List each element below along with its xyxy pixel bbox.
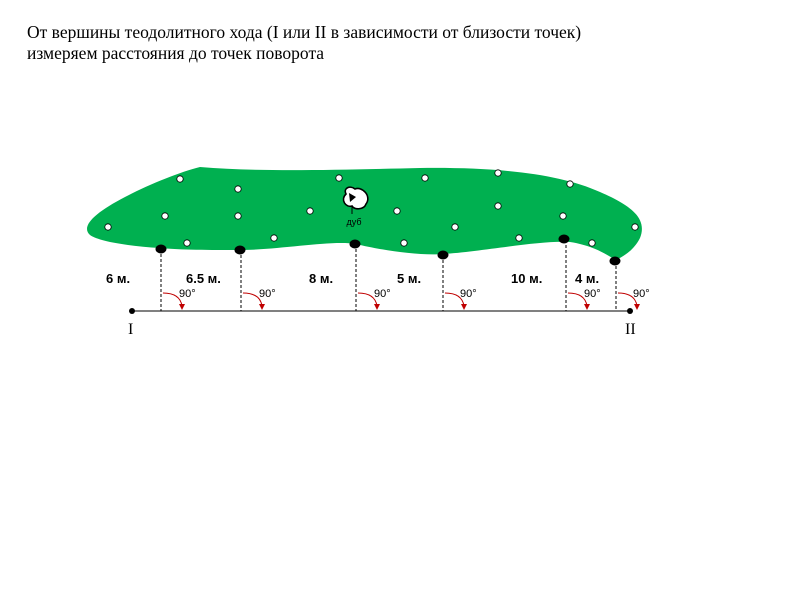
oak-label: дуб	[346, 217, 362, 227]
angle-label: 90°	[460, 288, 477, 300]
turn-point	[438, 251, 449, 260]
white-point	[516, 235, 522, 241]
segment-label: 4 м.	[575, 271, 600, 286]
white-point	[336, 175, 342, 181]
white-point	[271, 235, 277, 241]
title-line-2: измеряем расстояния до точек поворота	[27, 43, 325, 63]
white-point	[560, 213, 566, 219]
turn-point	[610, 257, 621, 266]
white-point	[422, 175, 428, 181]
turn-point	[235, 246, 246, 255]
white-point	[394, 208, 400, 214]
title-line-1: От вершины теодолитного хода (I или II в зависимости от близости точек)	[27, 22, 582, 42]
vertex-label-2: II	[625, 321, 636, 338]
white-point	[495, 170, 501, 176]
white-point	[235, 186, 241, 192]
segment-label: 8 м.	[309, 271, 334, 286]
green-area	[87, 167, 642, 260]
white-point	[235, 213, 241, 219]
angle-label: 90°	[584, 288, 601, 300]
white-point	[495, 203, 501, 209]
white-point	[105, 224, 111, 230]
turn-point	[156, 245, 167, 254]
angle-label: 90°	[179, 288, 196, 300]
white-point	[589, 240, 595, 246]
angle-label: 90°	[374, 288, 391, 300]
angle-label: 90°	[633, 288, 650, 300]
white-point	[567, 181, 573, 187]
white-point	[632, 224, 638, 230]
white-point	[401, 240, 407, 246]
arrowhead-icon	[461, 304, 467, 310]
arrowhead-icon	[259, 304, 265, 310]
white-point	[177, 176, 183, 182]
white-point	[162, 213, 168, 219]
vertex-point-1	[129, 308, 135, 314]
vertex-label-1: I	[128, 321, 134, 338]
segment-label: 6.5 м.	[186, 271, 221, 286]
perpendiculars	[161, 240, 616, 311]
segment-label: 6 м.	[106, 271, 131, 286]
segment-label: 5 м.	[397, 271, 422, 286]
arrowhead-icon	[374, 304, 380, 310]
arrowhead-icon	[179, 304, 185, 310]
white-point	[452, 224, 458, 230]
right-angle-arcs	[163, 293, 637, 306]
arrowhead-icon	[584, 304, 590, 310]
angle-label: 90°	[259, 288, 276, 300]
arrowhead-icon	[634, 304, 640, 310]
turn-point	[559, 235, 570, 244]
white-point	[184, 240, 190, 246]
turn-point	[350, 240, 361, 249]
white-point	[307, 208, 313, 214]
segment-label: 10 м.	[511, 271, 543, 286]
vertex-point-2	[627, 308, 633, 314]
arc-arrowheads	[179, 304, 640, 310]
